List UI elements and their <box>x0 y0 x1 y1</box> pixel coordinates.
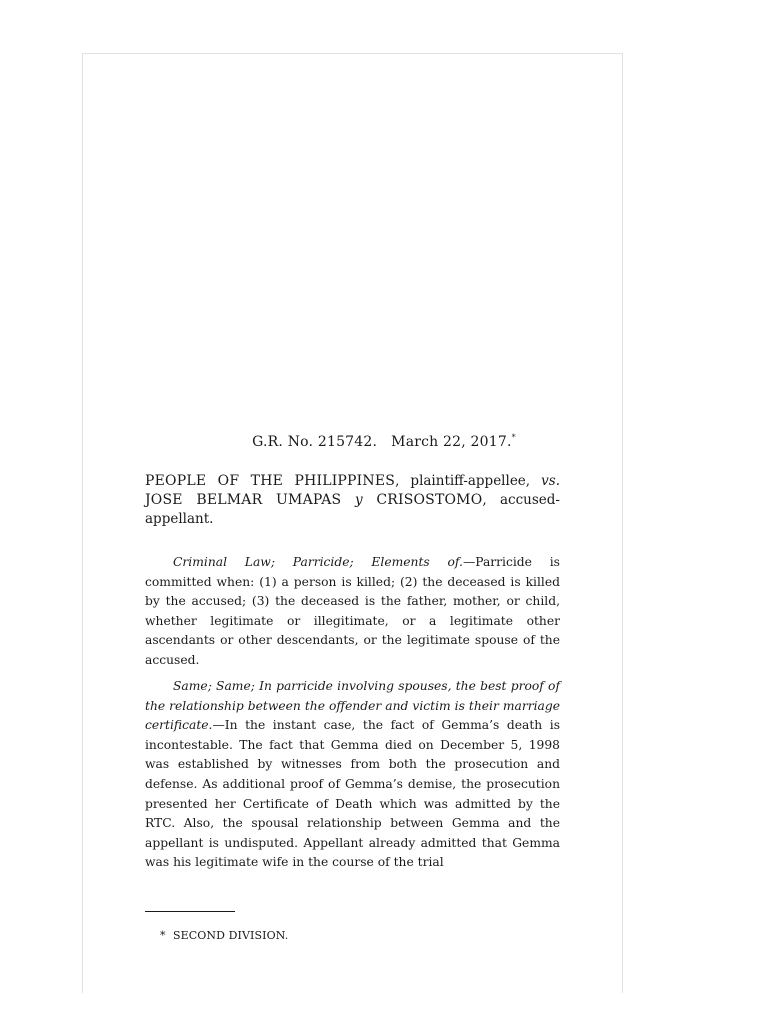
syllabus-heading: Criminal Law; Parricide; Elements of. <box>173 555 463 569</box>
case-number: G.R. No. 215742. <box>252 434 378 450</box>
accused-name-connector: y <box>355 492 363 508</box>
case-header <box>0 433 768 450</box>
footnote-reference: * <box>511 433 516 442</box>
accused-name-first: JOSE BELMAR UMAPAS <box>145 492 355 508</box>
footnote-text: SECOND DIVISION. <box>173 929 289 942</box>
plaintiff-role: , plaintiff-appellee, <box>395 473 542 489</box>
plaintiff-name: PEOPLE OF THE PHILIPPINES <box>145 473 396 489</box>
case-parties <box>145 472 560 529</box>
accused-role: , accused-appellant. <box>145 492 560 527</box>
footnote-marker: * <box>160 929 166 942</box>
accused-name-last: CRISOSTOMO <box>362 492 483 508</box>
syllabus-paragraph <box>145 677 560 873</box>
syllabus-heading: Same; Same; In parricide involving spouses, the best proof of the relationship between the offender and victim is their marriage certificate. <box>145 679 560 733</box>
versus-label: vs. <box>541 473 560 489</box>
syllabus-text: —Parricide is committed when: (1) a person is killed; (2) the deceased is killed by the accused; (3) the deceased is the father, mother, or child, whether legitimate or illegitimate, or a legitimate other ascendants or other descendants, or the legitimate spouse of the accused. <box>145 555 560 667</box>
decision-date: March 22, 2017. <box>391 434 512 450</box>
footnote <box>160 929 288 942</box>
syllabus-paragraph <box>145 553 560 671</box>
syllabus-text: —In the instant case, the fact of Gemma’s death is incontestable. The fact that Gemma died on December 5, 1998 was established by witnesses from both the prosecution and defense. As additional proof of Gemma’s demise, the prosecution presented her Certificate of Death which was admitted by the RTC. Also, the spousal relationship between Gemma and the appellant is undisputed. Appellant already admitted that Gemma was his legitimate wife in the course of the trial <box>145 718 560 870</box>
syllabus <box>145 553 560 880</box>
footnote-divider <box>145 911 235 912</box>
